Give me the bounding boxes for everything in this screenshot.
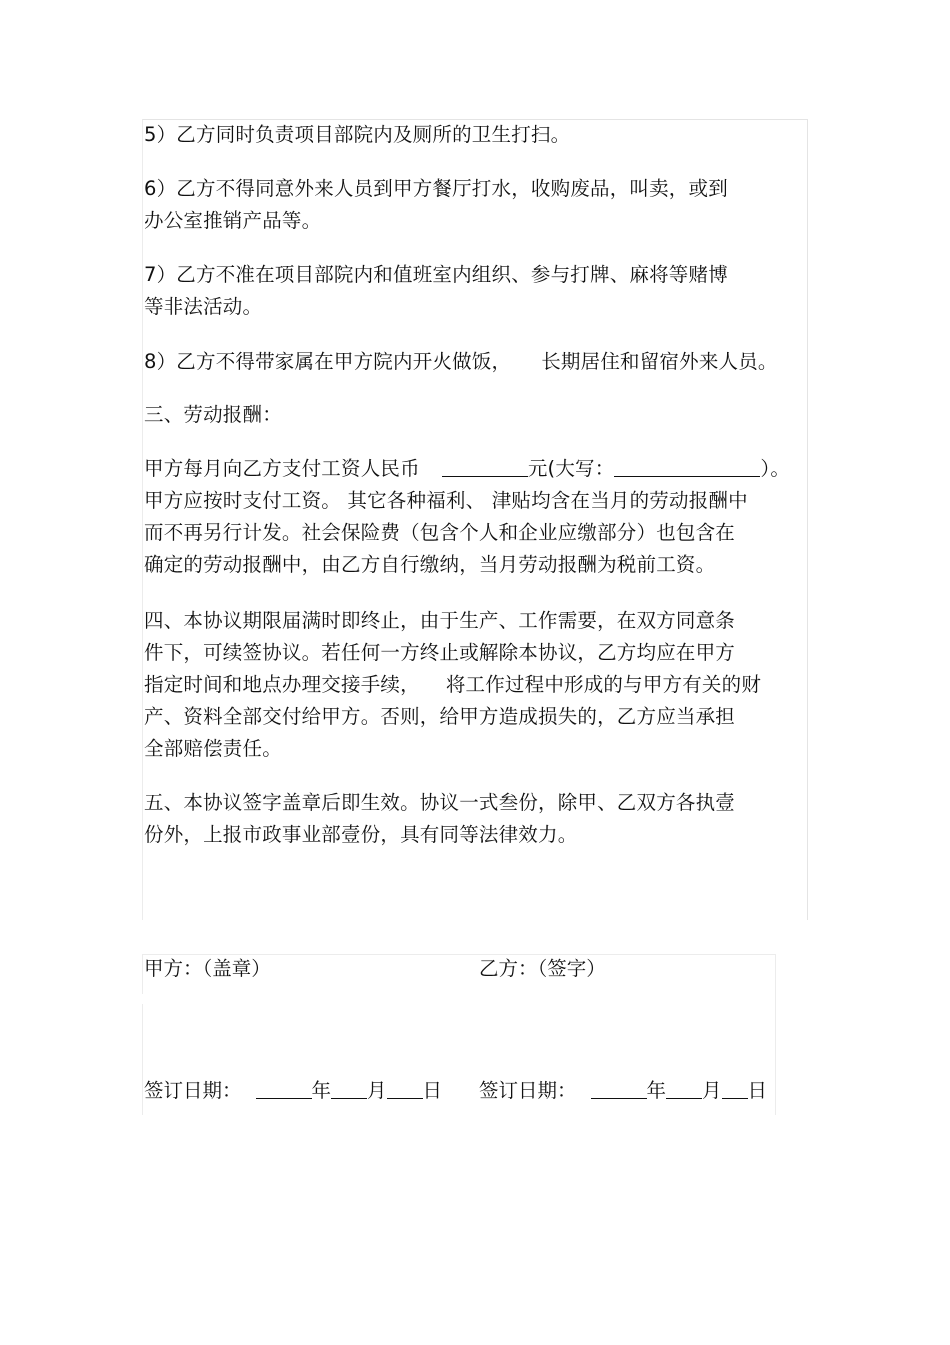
section-term [144, 605, 816, 765]
date-label: 签订日期： [479, 1079, 577, 1102]
clause-text: 办公室推销产品等。 [144, 209, 322, 232]
clause-text: 长期居住和留宿外来人员。 [541, 350, 778, 373]
clause-text: 8）乙方不得带家属在甲方院内开火做饭， [144, 350, 512, 373]
month-blank [331, 1078, 367, 1099]
section-heading-remuneration: 三、劳动报酬： [144, 403, 282, 426]
salary-close: ）。 [760, 457, 791, 480]
clause-text: 全部赔偿责任。 [144, 737, 282, 760]
day-label: 日 [422, 1079, 443, 1102]
salary-amount-blank [442, 456, 528, 477]
clause-text: 份外，上报市政事业部壹份，具有同等法律效力。 [144, 823, 578, 846]
clause-item-8 [144, 346, 816, 378]
month-label: 月 [367, 1079, 387, 1102]
clause-text: 五、本协议签字盖章后即生效。协议一式叁份，除甲、乙双方各执壹 [144, 791, 736, 814]
clause-text: 四、本协议期限届满时即终止，由于生产、工作需要，在双方同意条 [144, 609, 736, 632]
party-a-seal: 甲方：（盖章） [144, 957, 271, 980]
salary-prefix: 甲方每月向乙方支付工资人民币 [144, 457, 420, 480]
clause-text: 将工作过程中形成的与甲方有关的财 [445, 673, 762, 696]
signature-table-gap [142, 994, 774, 1004]
clause-text: 产、资料全部交付给甲方。否则，给甲方造成损失的，乙方应当承担 [144, 705, 736, 728]
salary-uppercase-label: 元(大写： [527, 457, 615, 480]
day-blank [387, 1078, 423, 1099]
clause-text: 而不再另行计发。社会保险费（包含个人和企业应缴部分）也包含在 [144, 521, 736, 544]
day-label: 日 [747, 1079, 768, 1102]
clause-text: 等非法活动。 [144, 295, 263, 318]
year-blank [591, 1078, 647, 1099]
clause-item-6 [144, 173, 816, 237]
salary-uppercase-blank [614, 456, 760, 477]
section-remuneration-body [144, 453, 816, 581]
clause-text: 确定的劳动报酬中，由乙方自行缴纳，当月劳动报酬为税前工资。 [144, 553, 716, 576]
day-blank [722, 1078, 748, 1099]
clause-text: 指定时间和地点办理交接手续， [144, 673, 420, 696]
clause-text: 件下，可续签协议。若任何一方终止或解除本协议，乙方均应在甲方 [144, 641, 736, 664]
date-label: 签订日期： [144, 1079, 242, 1102]
section-effective [144, 787, 816, 851]
clause-text: 甲方应按时支付工资。 其它各种福利、 津贴均含在当月的劳动报酬中 [144, 489, 748, 512]
clause-item-5 [144, 119, 816, 151]
party-a-sign-date [144, 1076, 442, 1106]
party-b-signature: 乙方：（签字） [479, 957, 606, 980]
clause-text: 7）乙方不准在项目部院内和值班室内组织、参与打牌、麻将等赌博 [144, 263, 728, 286]
month-blank [666, 1078, 702, 1099]
month-label: 月 [702, 1079, 722, 1102]
year-label: 年 [646, 1079, 667, 1102]
clause-text: 6）乙方不得同意外来人员到甲方餐厅打水，收购废品，叫卖，或到 [144, 177, 728, 200]
year-label: 年 [311, 1079, 332, 1102]
year-blank [256, 1078, 312, 1099]
clause-item-7 [144, 259, 816, 323]
party-b-sign-date [479, 1076, 767, 1106]
clause-text: 5）乙方同时负责项目部院内及厕所的卫生打扫。 [144, 123, 571, 146]
